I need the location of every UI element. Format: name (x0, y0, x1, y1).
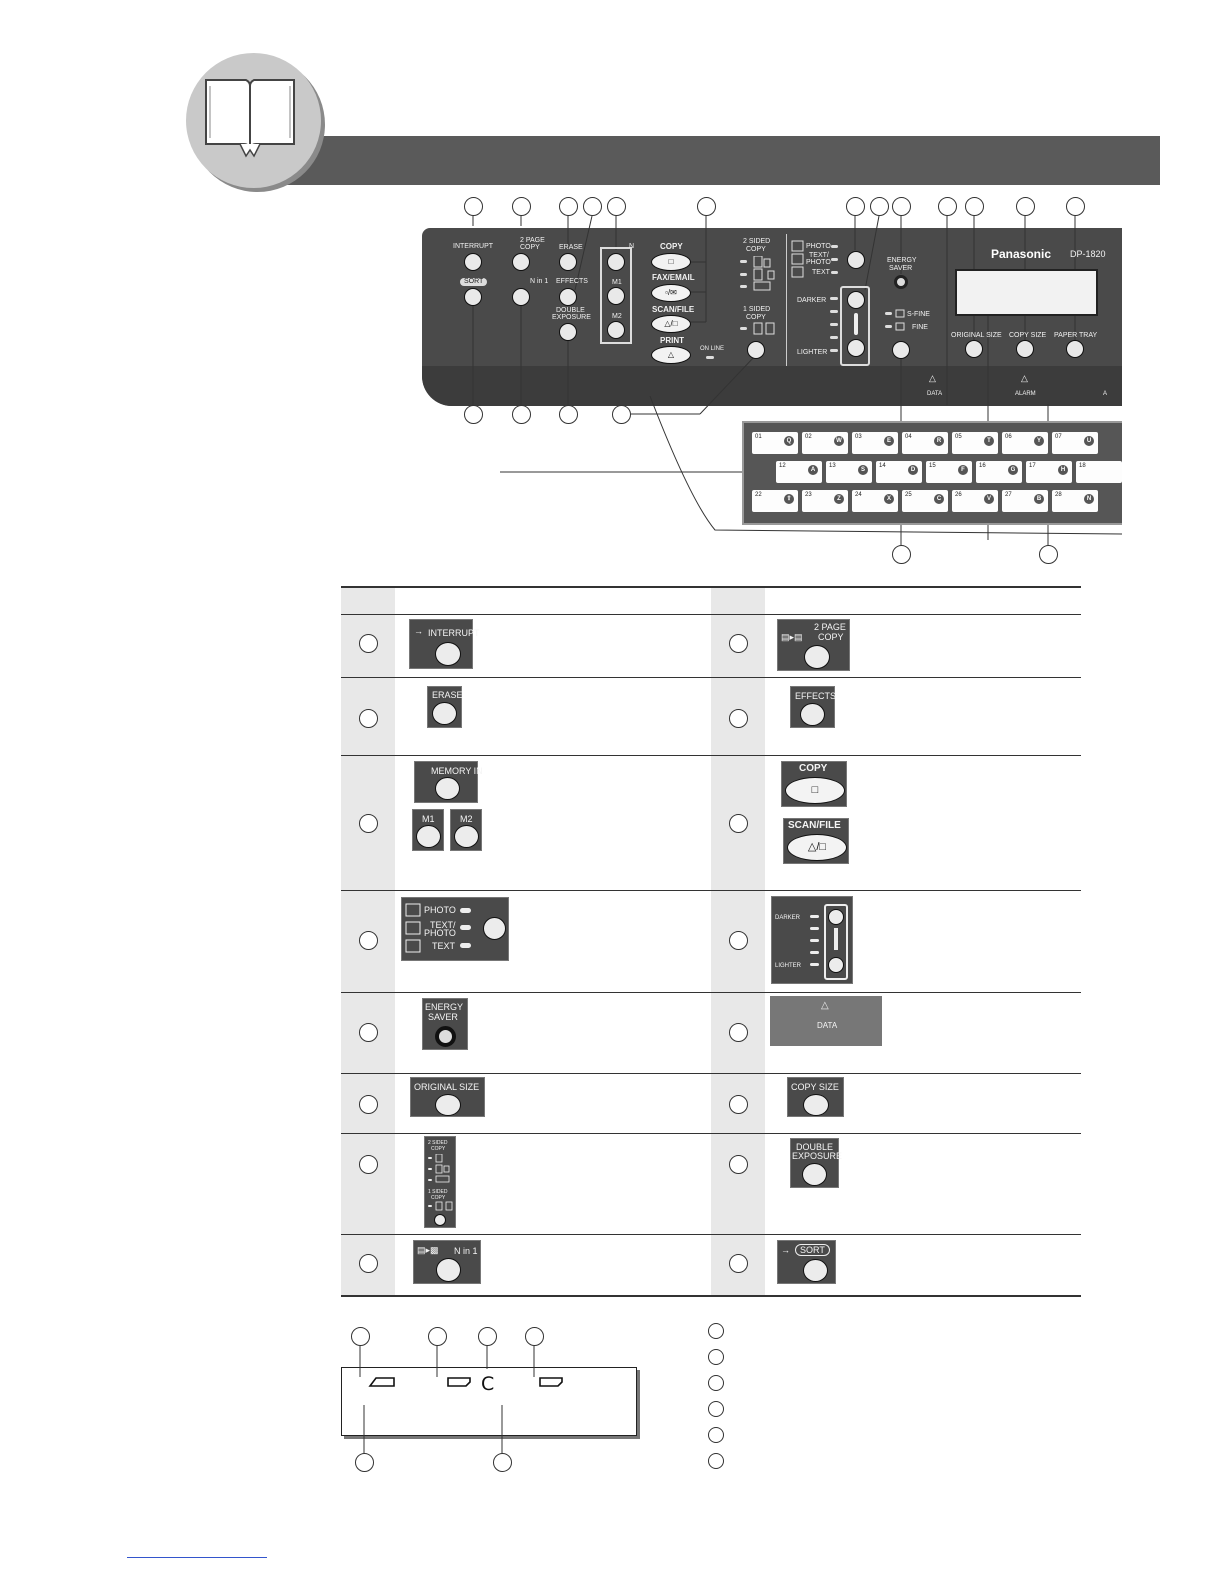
memory-in-key-image (414, 761, 483, 803)
energy-saver-button[interactable] (894, 275, 908, 289)
list-number-circle (708, 1427, 724, 1443)
original-type-key-image (401, 897, 509, 961)
one-touch-key-letter: Z (834, 494, 844, 504)
one-touch-key-letter: F (958, 465, 968, 475)
panel-label-m1: M1 (612, 279, 622, 286)
callout-circle (355, 1453, 374, 1472)
panel-label-text-photo-1: TEXT/ (809, 252, 829, 259)
one-touch-key[interactable] (852, 490, 898, 512)
one-touch-key[interactable] (1026, 461, 1072, 483)
one-touch-key-number: 26 (955, 492, 962, 498)
one-touch-key[interactable] (752, 490, 798, 512)
model-name: DP-1820 (1070, 249, 1106, 259)
panel-label-double-1: DOUBLE (556, 307, 585, 314)
density-indicator (854, 313, 858, 335)
panel-label-photo: PHOTO (806, 243, 831, 250)
density-key-image (771, 896, 853, 984)
panel-label-text: TEXT (812, 269, 830, 276)
one-touch-key-letter: W (834, 436, 844, 446)
copy-size-key-image (787, 1077, 844, 1117)
one-touch-key-number: 25 (905, 492, 912, 498)
row-label: COPY (799, 763, 828, 774)
panel-label-original-size: ORIGINAL SIZE (951, 332, 1002, 339)
one-touch-key-number: 14 (879, 463, 886, 469)
row-label: LIGHTER (775, 963, 802, 969)
key-grid (752, 432, 1122, 520)
callout-circle (478, 1327, 497, 1346)
row-label: DOUBLE (796, 1142, 834, 1152)
n-in-1-key-image (413, 1240, 481, 1284)
one-touch-key-letter: Q (784, 436, 794, 446)
table-rule (341, 1234, 1081, 1235)
one-touch-key[interactable] (976, 461, 1022, 483)
table-rule (341, 1073, 1081, 1074)
table-row-number (729, 1095, 748, 1114)
simplex-icon (427, 1201, 455, 1213)
m1-key-image (412, 809, 444, 851)
darker-button[interactable] (847, 291, 865, 309)
panel-label-sfine: S-FINE (907, 311, 930, 318)
panel-label-effects: EFFECTS (556, 278, 588, 285)
row-label: 2 SIDED (428, 1140, 448, 1146)
one-touch-key-number: 22 (755, 492, 762, 498)
symbol-interrupt-icon: → (414, 626, 423, 636)
table-row-number (359, 1155, 378, 1174)
one-touch-key-letter: N (1084, 494, 1094, 504)
sided-copy-key-image (424, 1136, 456, 1228)
paper-size-icon (368, 1376, 396, 1388)
two-page-illustrated-button (804, 645, 830, 669)
table-rule (341, 890, 1081, 891)
one-touch-key[interactable] (802, 490, 848, 512)
list-number-circle (708, 1453, 724, 1469)
table-row-number (359, 709, 378, 728)
row-label: SAVER (428, 1012, 458, 1022)
panel-label-alarm: ALARM (1015, 391, 1036, 397)
one-touch-key-number: 15 (929, 463, 936, 469)
one-touch-key-number: 04 (905, 434, 912, 440)
original-type-button[interactable] (847, 251, 865, 269)
table-row-number (729, 1155, 748, 1174)
callout-circle (428, 1327, 447, 1346)
printer-icon: △ (929, 373, 936, 383)
one-touch-key-letter: A (808, 465, 818, 475)
panel-label-erase: ERASE (559, 244, 583, 251)
panel-label-2page-1: 2 PAGE (520, 237, 545, 244)
one-touch-key[interactable] (826, 461, 872, 483)
two-page-copy-key-image (777, 619, 850, 671)
row-label: SCAN/FILE (788, 820, 841, 831)
one-touch-key-number: 05 (955, 434, 962, 440)
m2-key-image (450, 809, 482, 851)
one-touch-key-number: 12 (779, 463, 786, 469)
panel-label-memory-in: N (629, 243, 635, 250)
sided-copy-illustrated-button (434, 1214, 446, 1226)
darker-illustrated-button (828, 909, 844, 925)
one-touch-key[interactable] (902, 432, 948, 454)
one-touch-key-number: 07 (1055, 434, 1062, 440)
table-rule (341, 755, 1081, 756)
one-touch-key-letter: Y (1034, 436, 1044, 446)
one-touch-key-number: 01 (755, 434, 762, 440)
m2-illustrated-button (454, 825, 479, 848)
one-touch-key-letter: B (1034, 494, 1044, 504)
panel-label-online: ON LINE (700, 346, 725, 352)
table-row-number (359, 814, 378, 833)
print-mode-button[interactable]: △ (651, 346, 691, 364)
double-exposure-key-image (790, 1138, 843, 1188)
row-label: N in 1 (454, 1246, 478, 1256)
row-label: 2 PAGE (814, 622, 846, 632)
row-label: SORT (795, 1244, 830, 1256)
panel-label-fax-email: FAX/EMAIL (652, 273, 695, 282)
density-leds (808, 913, 822, 969)
row-label: COPY (431, 1146, 446, 1152)
panel-label-n-in-1: N in 1 (530, 278, 549, 285)
paper-tray-button[interactable] (1066, 340, 1084, 358)
panel-divider (786, 234, 787, 366)
one-touch-key-letter: X (884, 494, 894, 504)
row-label: COPY SIZE (791, 1082, 839, 1092)
one-touch-key[interactable] (1076, 461, 1122, 483)
original-size-button[interactable] (965, 340, 983, 358)
one-touch-key-number: 03 (855, 434, 862, 440)
n-in-1-button[interactable] (512, 288, 530, 306)
table-rule (341, 992, 1081, 993)
panel-label-1sided-2: COPY (746, 314, 766, 321)
row-label: ENERGY (425, 1002, 464, 1012)
interrupt-button[interactable] (464, 253, 482, 271)
panel-label-2page-2: COPY (520, 244, 540, 251)
row-label: EXPOSURE (792, 1151, 843, 1161)
one-touch-key-number: 16 (979, 463, 986, 469)
scan-file-key-image (783, 818, 849, 864)
sort-illustrated-button (803, 1259, 828, 1282)
one-touch-key-letter: V (984, 494, 994, 504)
copy-mode-button[interactable]: □ (651, 253, 691, 271)
one-touch-key[interactable] (902, 490, 948, 512)
row-label: COPY (431, 1195, 446, 1201)
one-touch-key[interactable] (876, 461, 922, 483)
callout-circle (525, 1327, 544, 1346)
two-page-icon: ▤▸▤ (781, 632, 803, 642)
one-touch-key[interactable] (852, 432, 898, 454)
table-row-number (359, 931, 378, 950)
panel-label-2sided-1: 2 SIDED (743, 238, 771, 245)
one-touch-key-letter: C (934, 494, 944, 504)
m2-button[interactable] (607, 321, 625, 339)
row-label: M1 (422, 814, 435, 824)
density-indicator (834, 928, 838, 950)
one-touch-key-letter: G (1008, 465, 1018, 475)
effects-button[interactable] (559, 288, 577, 306)
m1-button[interactable] (607, 287, 625, 305)
tray-paper-icon (538, 1376, 564, 1388)
sided-copy-button[interactable] (747, 341, 765, 359)
one-touch-key-number: 28 (1055, 492, 1062, 498)
row-label: TEXT/ (430, 920, 456, 930)
callout-circle (493, 1453, 512, 1472)
one-touch-key[interactable] (1002, 490, 1048, 512)
simplex-icon (740, 322, 780, 336)
one-touch-key-number: 06 (1005, 434, 1012, 440)
interrupt-key-image (409, 619, 480, 669)
memory-in-illustrated-button (435, 777, 460, 800)
table-row-number (359, 1254, 378, 1273)
one-touch-key[interactable] (752, 432, 798, 454)
panel-label-copy: COPY (660, 242, 683, 251)
two-page-copy-button[interactable] (512, 253, 530, 271)
erase-button[interactable] (559, 253, 577, 271)
memory-in-button[interactable] (607, 253, 625, 271)
one-touch-key[interactable] (952, 432, 998, 454)
sort-button[interactable] (464, 288, 482, 306)
table-row-number (729, 1023, 748, 1042)
panel-label-2sided-2: COPY (746, 246, 766, 253)
lcd-c-glyph: C (481, 1373, 495, 1395)
panel-label-lighter: LIGHTER (797, 349, 828, 356)
one-touch-key-number: 23 (805, 492, 812, 498)
table-row-number (729, 1254, 748, 1273)
lcd-display (955, 269, 1098, 316)
bell-icon: △ (1021, 373, 1028, 383)
one-touch-key-number: 17 (1029, 463, 1036, 469)
table-row-number (359, 634, 378, 653)
one-touch-key-number: 18 (1079, 463, 1086, 469)
table-row-number (729, 709, 748, 728)
row-label: PHOTO (424, 928, 456, 938)
duplex-mode-icon (738, 256, 788, 292)
row-label: ERASE (432, 690, 463, 700)
callout-circle (351, 1327, 370, 1346)
one-touch-key-number: 27 (1005, 492, 1012, 498)
panel-label-data: DATA (927, 391, 943, 397)
panel-label-sort: SORT (460, 278, 487, 286)
online-led (706, 356, 714, 359)
panel-label-double-2: EXPOSURE (552, 314, 591, 321)
copy-illustrated-button: □ (785, 777, 845, 804)
data-indicator-image (770, 996, 882, 1046)
panel-label-alarm-edge: A (1103, 391, 1108, 397)
original-type-illustrated-button (483, 917, 506, 940)
list-number-circle (708, 1375, 724, 1391)
scan-file-illustrated-button: △/□ (787, 834, 847, 861)
one-touch-key[interactable] (776, 461, 822, 483)
original-size-key-image (410, 1077, 485, 1117)
table-row-number (359, 1095, 378, 1114)
row-label: TEXT (432, 941, 456, 951)
original-type-icons (404, 902, 484, 958)
panel-label-copy-size: COPY SIZE (1009, 332, 1047, 339)
panel-label-1sided-1: 1 SIDED (743, 306, 771, 313)
double-exposure-illustrated-button (802, 1163, 827, 1186)
panel-label-energy-2: SAVER (889, 265, 913, 272)
list-number-circle (708, 1401, 724, 1417)
one-touch-key[interactable] (952, 490, 998, 512)
double-exposure-button[interactable] (559, 323, 577, 341)
one-touch-key-letter: E (884, 436, 894, 446)
original-type-icons (790, 240, 840, 280)
one-touch-key-letter: H (1058, 465, 1068, 475)
row-label: MEMORY IN (431, 766, 483, 776)
panel-label-scan-file: SCAN/FILE (652, 305, 695, 314)
row-label: PHOTO (424, 905, 456, 915)
one-touch-key[interactable] (1002, 432, 1048, 454)
sort-symbol-icon: → (781, 1245, 790, 1255)
one-touch-key-letter: R (934, 436, 944, 446)
printer-icon: △ (821, 1000, 829, 1011)
panel-label-m2: M2 (612, 313, 622, 320)
one-touch-key-number: 02 (805, 434, 812, 440)
panel-label-interrupt: INTERRUPT (453, 243, 494, 250)
lcd-diagram-leaders (340, 1345, 580, 1475)
table-header-rule (341, 614, 1081, 615)
row-label: DARKER (775, 915, 801, 921)
brand-logo: Panasonic (991, 247, 1052, 261)
table-row-number (729, 634, 748, 653)
erase-key-image (427, 686, 462, 728)
one-touch-key[interactable] (1052, 432, 1098, 454)
duplex-icons (427, 1154, 455, 1184)
row-label: COPY (818, 632, 844, 642)
copy-size-illustrated-button (803, 1094, 829, 1116)
original-size-illustrated-button (435, 1094, 461, 1116)
panel-label-darker: DARKER (797, 297, 827, 304)
copy-size-button[interactable] (1016, 340, 1034, 358)
one-touch-key-number: 13 (829, 463, 836, 469)
one-touch-key-letter: D (908, 465, 918, 475)
row-label: M2 (460, 814, 473, 824)
energy-saver-key-image (422, 998, 468, 1050)
energy-saver-illustrated-button (435, 1026, 456, 1047)
scan-file-mode-button[interactable]: △/□ (651, 315, 691, 333)
table-rule (341, 1133, 1081, 1134)
effects-illustrated-button (800, 703, 825, 726)
one-touch-key[interactable] (802, 432, 848, 454)
resolution-button[interactable] (892, 341, 910, 359)
panel-label-paper-tray: PAPER TRAY (1054, 332, 1098, 339)
one-touch-key-letter: ⇧ (784, 494, 794, 504)
n-in-1-icon: ▤▸▩ (417, 1245, 439, 1255)
lighter-button[interactable] (847, 339, 865, 357)
panel-label-text-photo-2: PHOTO (806, 259, 831, 266)
one-touch-key[interactable] (926, 461, 972, 483)
table-row-number (729, 814, 748, 833)
panel-label-energy-1: ENERGY (887, 257, 917, 264)
footer-rule (127, 1557, 267, 1558)
table-rule (341, 677, 1081, 678)
one-touch-key-letter: S (858, 465, 868, 475)
table-row-number (359, 1023, 378, 1042)
sort-key-image (777, 1240, 836, 1284)
erase-illustrated-button (432, 702, 457, 725)
n-in-1-illustrated-button (436, 1258, 461, 1282)
resolution-leds (884, 309, 908, 333)
one-touch-key[interactable] (1052, 490, 1098, 512)
row-label: DATA (817, 1021, 838, 1030)
one-touch-key-number: 24 (855, 492, 862, 498)
row-label: 1 SIDED (428, 1189, 448, 1195)
list-number-circle (708, 1349, 724, 1365)
lighter-illustrated-button (828, 957, 844, 973)
row-label: INTERRUPT (428, 628, 480, 638)
one-touch-key-letter: U (1084, 436, 1094, 446)
fax-email-mode-button[interactable]: ▫/✉ (651, 284, 691, 302)
table-bottom-rule (341, 1295, 1081, 1297)
interrupt-illustrated-button (435, 642, 461, 666)
table-row-number (729, 931, 748, 950)
effects-key-image (790, 686, 835, 728)
panel-label-fine: FINE (912, 324, 928, 331)
m1-illustrated-button (416, 825, 441, 848)
tray-paper-icon (446, 1376, 472, 1388)
row-label: EFFECTS (795, 691, 837, 701)
row-label: ORIGINAL SIZE (414, 1082, 480, 1092)
list-number-circle (708, 1323, 724, 1339)
one-touch-key-letter: T (984, 436, 994, 446)
copy-key-image (781, 761, 847, 807)
panel-label-print: PRINT (660, 336, 684, 345)
